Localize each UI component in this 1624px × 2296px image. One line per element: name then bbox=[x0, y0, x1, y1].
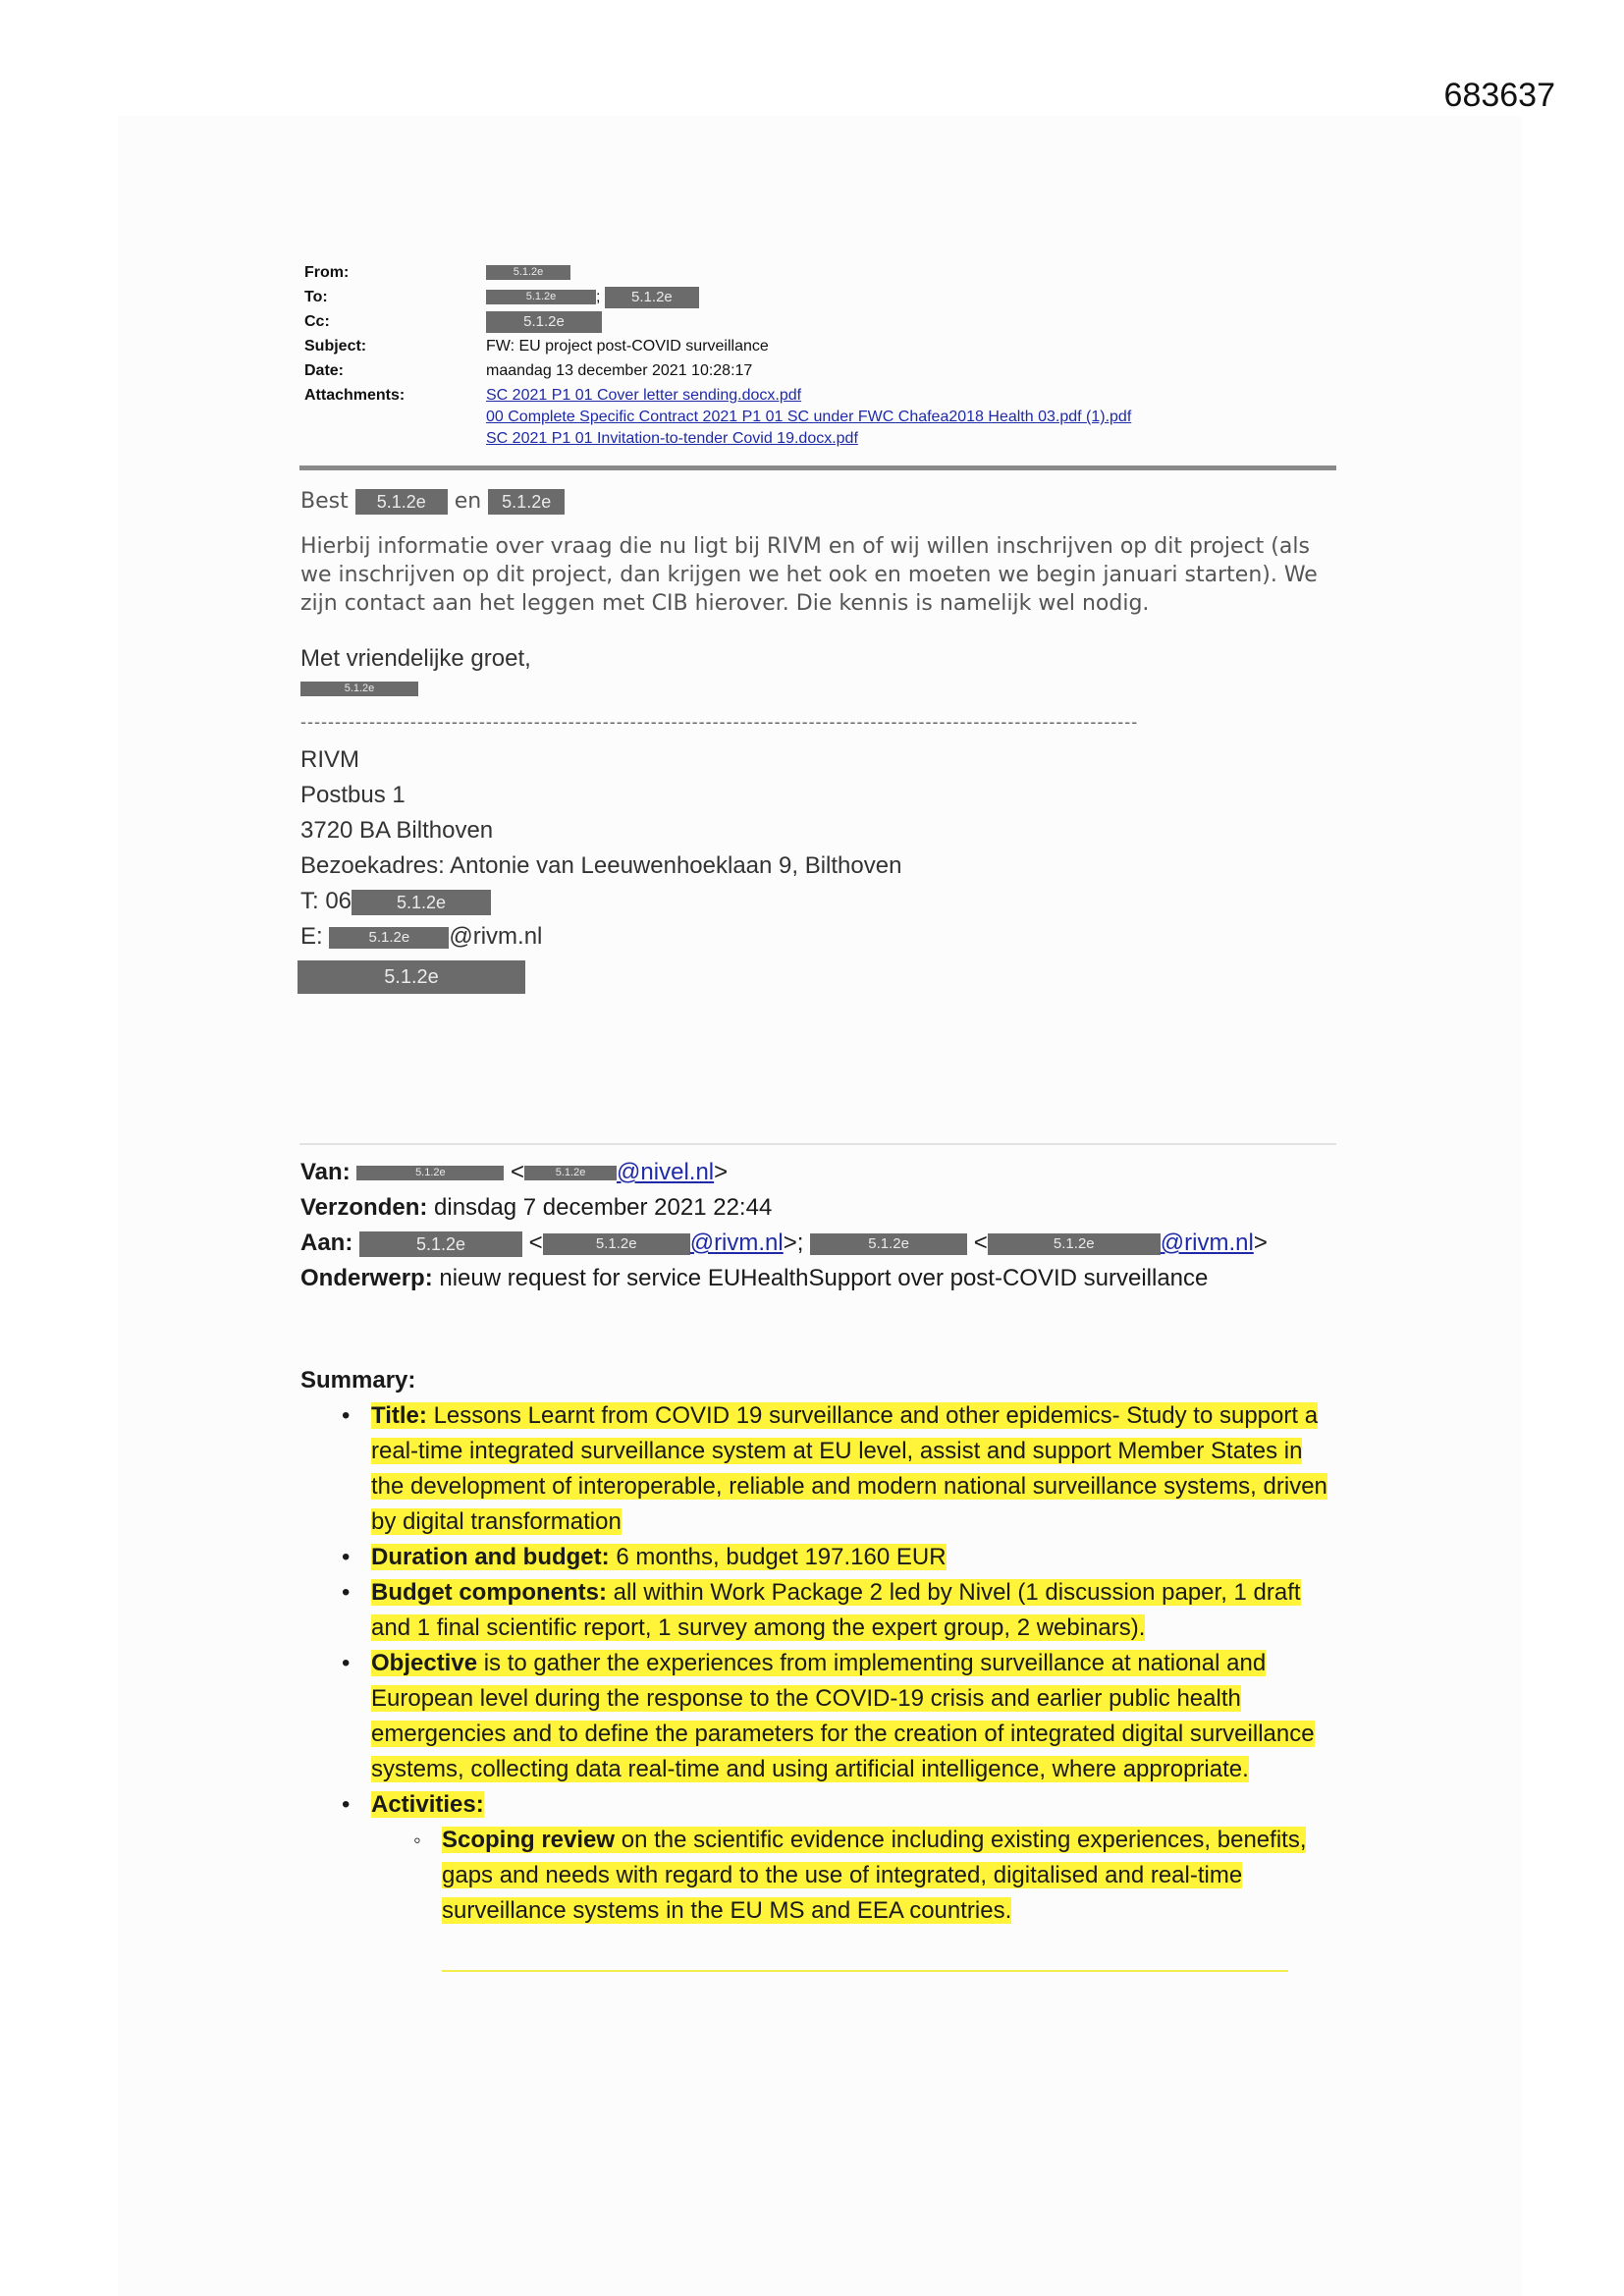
title-text: Lessons Learnt from COVID 19 surveillance and other epidemics- Study to support a real-time integrated surveillance system at EU level, assist and support Member States in the development of interoperable, reliable and modern national surveillance systems, driven by digital transformation bbox=[371, 1402, 1327, 1535]
onderwerp-row bbox=[300, 1261, 1361, 1296]
signature-city: 3720 BA Bilthoven bbox=[300, 817, 494, 844]
recipient-email[interactable]: @rivm.nl bbox=[689, 1230, 784, 1256]
signature-phone bbox=[300, 884, 1341, 919]
cc-label: Cc: bbox=[304, 313, 330, 330]
verzonden-value: dinsdag 7 december 2021 22:44 bbox=[434, 1194, 773, 1221]
email-prefix: E: bbox=[300, 923, 323, 950]
redaction-box: 5.1.2e bbox=[300, 682, 418, 696]
attachments-row bbox=[304, 383, 1335, 452]
greeting bbox=[300, 481, 1341, 522]
signature-email bbox=[300, 919, 1341, 955]
forwarded-header bbox=[300, 1155, 1361, 1296]
signature-postbus: Postbus 1 bbox=[300, 782, 406, 808]
redaction-box: 5.1.2e bbox=[486, 311, 602, 333]
redaction-box: 5.1.2e bbox=[359, 1231, 522, 1257]
title-label: Title: bbox=[371, 1402, 427, 1429]
from-row bbox=[304, 260, 1335, 285]
closing-text: Met vriendelijke groet, bbox=[300, 645, 531, 672]
attachment-link[interactable]: 00 Complete Specific Contract 2021 P1 01 SC under FWC Chafea2018 Health 03.pdf (1).pdf bbox=[486, 409, 1132, 425]
redaction-box: 5.1.2e bbox=[298, 960, 525, 994]
to-label: To: bbox=[304, 289, 328, 305]
redaction-box: 5.1.2e bbox=[486, 290, 596, 304]
subject-value: FW: EU project post-COVID surveillance bbox=[486, 338, 769, 355]
body-paragraph: Hierbij informatie over vraag die nu ligt bij RIVM en of wij willen inschrijven op dit project (als we inschrijven op dit project, dan krijgen we het ook en moeten we begin januari starten). We zijn contact aan het leggen met CIB hierover. Die kennis is namelijk wel nodig. bbox=[300, 534, 1318, 616]
email-header bbox=[304, 260, 1335, 452]
list-item-scoping bbox=[300, 1823, 1341, 1929]
verzonden-label: Verzonden: bbox=[300, 1194, 428, 1221]
attachment-link[interactable]: SC 2021 P1 01 Cover letter sending.docx.pdf bbox=[486, 387, 802, 404]
onderwerp-label: Onderwerp: bbox=[300, 1265, 433, 1291]
redaction-box: 5.1.2e bbox=[988, 1233, 1161, 1255]
greeting-text: Best bbox=[300, 489, 349, 514]
date-value: maandag 13 december 2021 10:28:17 bbox=[486, 362, 753, 379]
list-item-components bbox=[300, 1575, 1341, 1646]
summary-list bbox=[300, 1398, 1341, 1929]
redaction-box: 5.1.2e bbox=[329, 927, 449, 949]
highlight-underline bbox=[442, 1970, 1288, 1972]
redaction-box: 5.1.2e bbox=[356, 1166, 504, 1180]
email-domain: @rivm.nl bbox=[449, 923, 543, 950]
activities-label: Activities: bbox=[371, 1791, 484, 1818]
redaction-box: 5.1.2e bbox=[488, 489, 565, 515]
onderwerp-value: nieuw request for service EUHealthSupport over post-COVID surveillance bbox=[439, 1265, 1209, 1291]
aan-row: Aan: 5.1.2e < 5.1.2e @rivm.nl>; 5.1.2e < 5.1.2e @rivm.nl> bbox=[300, 1230, 1268, 1256]
separator-line: -------------------------------------------------------------------------------------------------------------------------- bbox=[300, 712, 1139, 732]
message-divider bbox=[299, 1143, 1336, 1145]
verzonden-row bbox=[300, 1190, 1361, 1226]
date-row bbox=[304, 358, 1335, 383]
from-label: From: bbox=[304, 264, 350, 281]
list-item-duration bbox=[300, 1540, 1341, 1575]
duration-text: 6 months, budget 197.160 EUR bbox=[616, 1544, 947, 1570]
redaction-box: 5.1.2e bbox=[810, 1233, 967, 1255]
aan-label: Aan: bbox=[300, 1230, 353, 1256]
objective-label: Objective bbox=[371, 1650, 478, 1676]
summary-section bbox=[300, 1363, 1341, 1929]
phone-prefix: T: 06 bbox=[300, 888, 352, 914]
redaction-box: 5.1.2e bbox=[355, 489, 448, 515]
signature bbox=[300, 742, 1341, 994]
duration-label: Duration and budget: bbox=[371, 1544, 610, 1570]
scoping-text: on the scientific evidence including existing experiences, benefits, gaps and needs with regard to the use of integrated, digitalised and real-time surveillance systems in the EU MS and EEA countries. bbox=[442, 1827, 1307, 1924]
list-item-title bbox=[300, 1398, 1341, 1540]
list-item-objective bbox=[300, 1646, 1341, 1787]
redaction-box: 5.1.2e bbox=[352, 890, 491, 915]
list-item-activities bbox=[300, 1787, 1341, 1823]
date-label: Date: bbox=[304, 362, 345, 379]
attachment-link[interactable]: SC 2021 P1 01 Invitation-to-tender Covid 19.docx.pdf bbox=[486, 430, 858, 447]
header-divider bbox=[299, 465, 1336, 470]
redaction-box: 5.1.2e bbox=[524, 1166, 617, 1180]
van-row: Van: 5.1.2e < 5.1.2e @nivel.nl> bbox=[300, 1159, 729, 1185]
greeting-and: en bbox=[454, 489, 482, 514]
van-label: Van: bbox=[300, 1159, 351, 1185]
redaction-box: 5.1.2e bbox=[486, 265, 570, 280]
message-body bbox=[300, 481, 1341, 994]
subject-row bbox=[304, 334, 1335, 358]
redaction-box: 5.1.2e bbox=[543, 1233, 690, 1255]
subject-label: Subject: bbox=[304, 338, 367, 355]
to-row: To: 5.1.2e ; 5.1.2e bbox=[304, 285, 1335, 309]
components-label: Budget components: bbox=[371, 1579, 607, 1606]
document-number: 683637 bbox=[1443, 77, 1555, 114]
signature-org: RIVM bbox=[300, 746, 359, 773]
scoping-label: Scoping review bbox=[442, 1827, 616, 1853]
cc-row bbox=[304, 309, 1335, 334]
summary-heading: Summary: bbox=[300, 1367, 416, 1394]
signature-visit-address: Bezoekadres: Antonie van Leeuwenhoeklaan 9, Bilthoven bbox=[300, 852, 902, 879]
components-text: all within Work Package 2 led by Nivel (1 discussion paper, 1 draft and 1 final scientific report, 1 survey among the expert group, 2 webinars). bbox=[371, 1579, 1301, 1641]
sender-email[interactable]: @nivel.nl bbox=[617, 1159, 715, 1185]
recipient-email[interactable]: @rivm.nl bbox=[1160, 1230, 1254, 1256]
objective-text: is to gather the experiences from implementing surveillance at national and European level during the response to the COVID-19 crisis and earlier public health emergencies and to define the parameters for the creation of integrated digital surveillance systems, collecting data real-time and using artificial intelligence, where appropriate. bbox=[371, 1650, 1315, 1782]
attachments-label: Attachments: bbox=[304, 387, 406, 404]
redaction-box: 5.1.2e bbox=[605, 287, 699, 308]
